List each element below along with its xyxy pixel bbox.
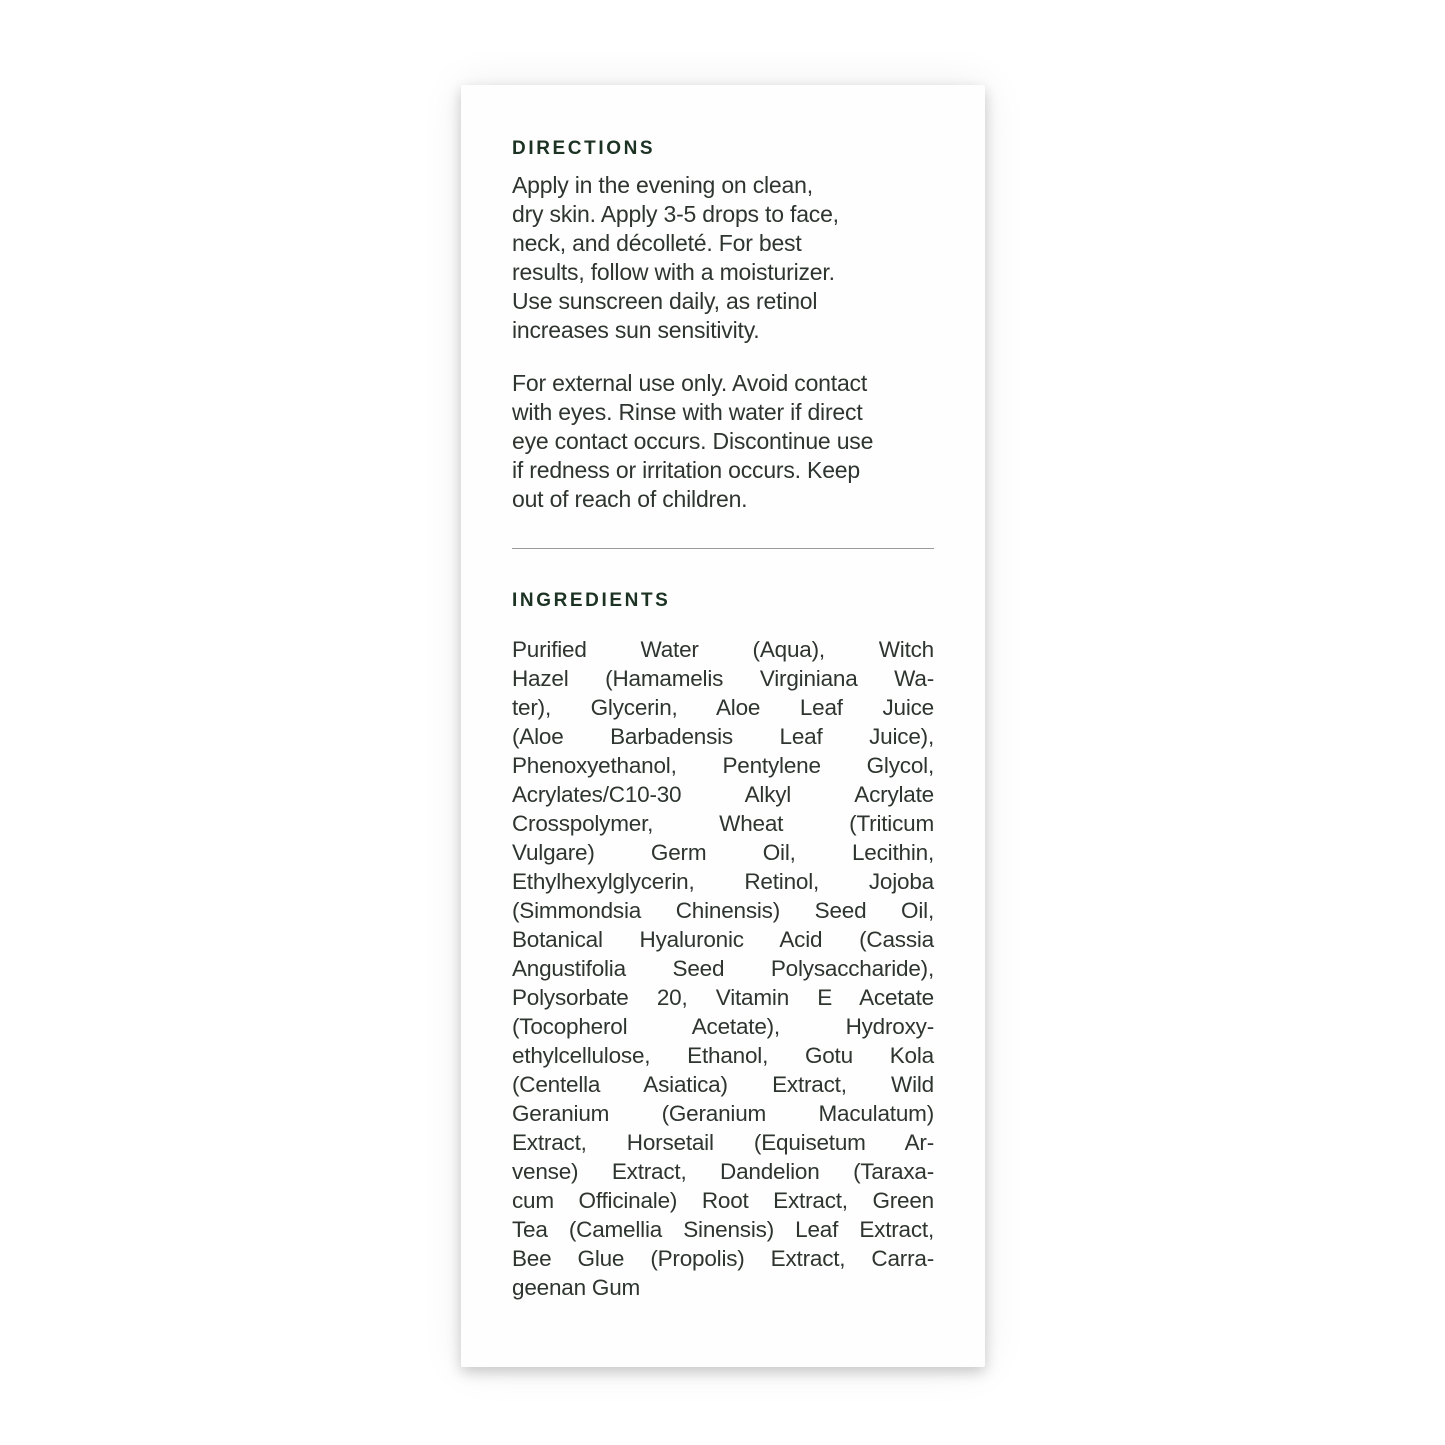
text-line: with eyes. Rinse with water if direct: [512, 399, 863, 425]
text-line: ethylcellulose, Ethanol, Gotu Kola: [512, 1043, 934, 1068]
text-line: Extract, Horsetail (Equisetum Ar-: [512, 1130, 934, 1155]
text-line: Geranium (Geranium Maculatum): [512, 1101, 934, 1126]
product-label-panel: [461, 85, 985, 1367]
text-line: results, follow with a moisturizer.: [512, 259, 835, 285]
text-line: (Tocopherol Acetate), Hydroxy-: [512, 1014, 934, 1039]
text-line: (Aloe Barbadensis Leaf Juice),: [512, 724, 934, 749]
text-line: geenan Gum: [512, 1275, 641, 1300]
text-line: Apply in the evening on clean,: [512, 172, 813, 198]
text-line: Acrylates/C10-30 Alkyl Acrylate: [512, 782, 934, 807]
section-divider: [512, 548, 934, 549]
text-line: Polysorbate 20, Vitamin E Acetate: [512, 985, 934, 1010]
text-line: Purified Water (Aqua), Witch: [512, 637, 934, 662]
text-line: ter), Glycerin, Aloe Leaf Juice: [512, 695, 934, 720]
text-line: cum Officinale) Root Extract, Green: [512, 1188, 934, 1213]
text-line: Hazel (Hamamelis Virginiana Wa-: [512, 666, 934, 691]
text-line: Tea (Camellia Sinensis) Leaf Extract,: [512, 1217, 934, 1242]
text-line: For external use only. Avoid contact: [512, 370, 868, 396]
text-line: out of reach of children.: [512, 486, 748, 512]
text-line: neck, and décolleté. For best: [512, 230, 802, 256]
text-line: Bee Glue (Propolis) Extract, Carra-: [512, 1246, 934, 1271]
text-line: Angustifolia Seed Polysaccharide),: [512, 956, 934, 981]
text-line: Use sunscreen daily, as retinol: [512, 288, 818, 314]
text-line: Phenoxyethanol, Pentylene Glycol,: [512, 753, 934, 778]
directions-paragraph-2: [512, 369, 934, 514]
text-line: Ethylhexylglycerin, Retinol, Jojoba: [512, 869, 934, 894]
text-line: Crosspolymer, Wheat (Triticum: [512, 811, 934, 836]
text-line: dry skin. Apply 3-5 drops to face,: [512, 201, 839, 227]
text-line: vense) Extract, Dandelion (Taraxa-: [512, 1159, 934, 1184]
ingredients-paragraph: [512, 635, 934, 1302]
directions-paragraph-1: [512, 171, 934, 345]
text-line: (Centella Asiatica) Extract, Wild: [512, 1072, 934, 1097]
text-line: Vulgare) Germ Oil, Lecithin,: [512, 840, 934, 865]
text-line: (Simmondsia Chinensis) Seed Oil,: [512, 898, 934, 923]
directions-heading: DIRECTIONS: [512, 138, 656, 159]
ingredients-heading: INGREDIENTS: [512, 590, 671, 611]
text-line: eye contact occurs. Discontinue use: [512, 428, 874, 454]
text-line: Botanical Hyaluronic Acid (Cassia: [512, 927, 934, 952]
text-line: increases sun sensitivity.: [512, 317, 760, 343]
text-line: if redness or irritation occurs. Keep: [512, 457, 860, 483]
